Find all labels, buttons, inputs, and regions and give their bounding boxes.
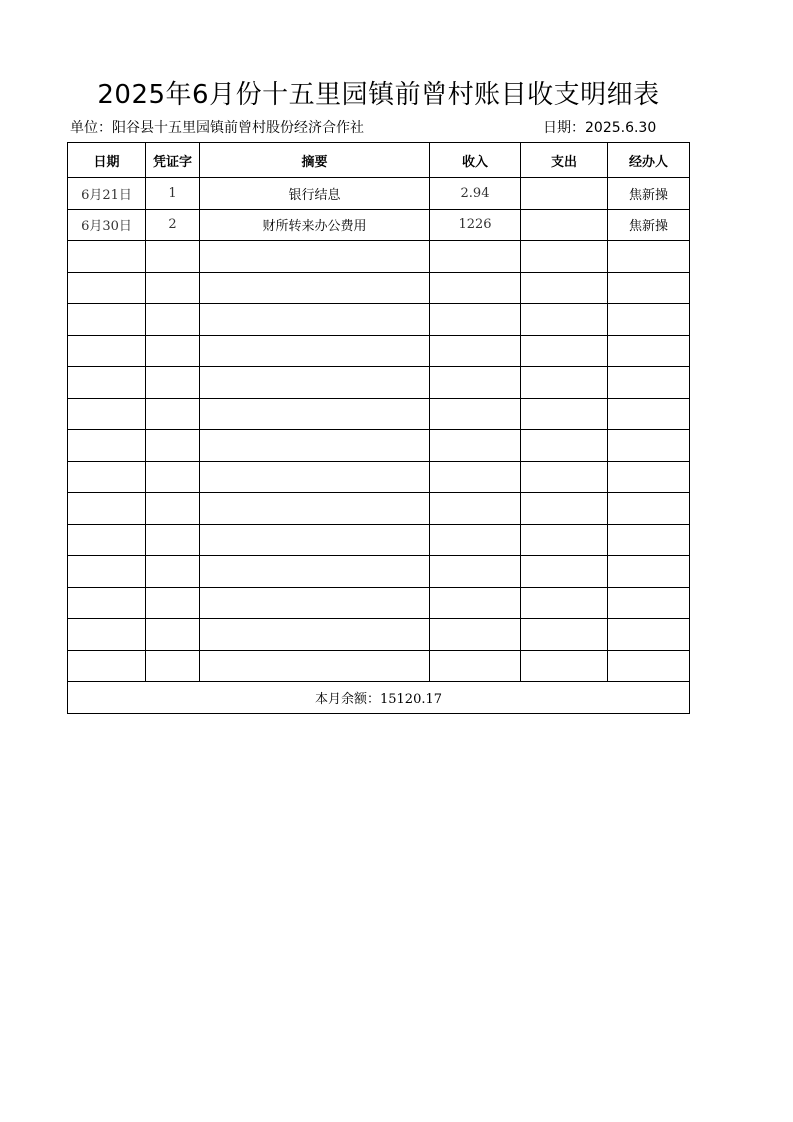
cell-voucher: 2 [146,209,200,241]
cell-date [68,241,146,273]
cell-voucher [146,493,200,525]
cell-handler [608,304,690,336]
table-row [68,335,690,367]
table-row [68,493,690,525]
table-row [68,209,690,241]
cell-voucher [146,650,200,682]
unit-label: 单位：阳谷县十五里园镇前曾村股份经济合作社 [70,120,364,136]
table-row [68,241,690,273]
cell-voucher: 1 [146,178,200,210]
cell-summary [200,304,430,336]
cell-date [68,524,146,556]
cell-handler [608,241,690,273]
cell-summary [200,524,430,556]
cell-handler: 焦新操 [608,178,690,210]
cell-expense [521,493,608,525]
cell-date [68,304,146,336]
cell-expense [521,304,608,336]
table-row [68,398,690,430]
cell-summary [200,367,430,399]
cell-income [430,619,521,651]
cell-income [430,241,521,273]
table-row [68,619,690,651]
cell-date [68,398,146,430]
cell-date [68,367,146,399]
table-row [68,461,690,493]
cell-expense [521,335,608,367]
ledger-table [67,142,690,714]
cell-summary [200,398,430,430]
cell-summary: 银行结息 [200,178,430,210]
cell-voucher [146,619,200,651]
cell-expense [521,272,608,304]
cell-handler [608,556,690,588]
cell-expense [521,650,608,682]
cell-handler [608,272,690,304]
table-row [68,556,690,588]
cell-handler [608,367,690,399]
cell-handler [608,650,690,682]
cell-date: 6月21日 [68,178,146,210]
cell-voucher [146,430,200,462]
cell-voucher [146,335,200,367]
cell-income [430,587,521,619]
cell-income [430,430,521,462]
cell-summary [200,241,430,273]
header-date: 日期 [68,143,146,178]
header-handler: 经办人 [608,143,690,178]
cell-summary: 财所转来办公费用 [200,209,430,241]
header-expense: 支出 [521,143,608,178]
cell-voucher [146,524,200,556]
cell-income [430,367,521,399]
cell-expense [521,556,608,588]
cell-summary [200,272,430,304]
table-row [68,650,690,682]
cell-summary [200,556,430,588]
table-row [68,367,690,399]
cell-date [68,335,146,367]
cell-handler [608,587,690,619]
monthly-balance: 本月余额：15120.17 [68,682,690,714]
cell-date [68,461,146,493]
cell-handler [608,524,690,556]
cell-income: 1226 [430,209,521,241]
cell-handler [608,430,690,462]
header-voucher: 凭证字 [146,143,200,178]
table-row [68,587,690,619]
cell-expense [521,430,608,462]
cell-handler: 焦新操 [608,209,690,241]
header-income: 收入 [430,143,521,178]
cell-income [430,304,521,336]
cell-voucher [146,367,200,399]
cell-date [68,587,146,619]
cell-voucher [146,461,200,493]
cell-voucher [146,272,200,304]
date-label: 日期：2025.6.30 [543,120,657,136]
cell-expense [521,178,608,210]
cell-date [68,619,146,651]
cell-summary [200,619,430,651]
cell-income [430,398,521,430]
cell-income [430,556,521,588]
table-row [68,304,690,336]
cell-expense [521,367,608,399]
cell-expense [521,398,608,430]
cell-income [430,650,521,682]
cell-handler [608,335,690,367]
table-row [68,524,690,556]
cell-income [430,461,521,493]
cell-expense [521,461,608,493]
cell-voucher [146,587,200,619]
cell-handler [608,619,690,651]
cell-income [430,335,521,367]
footer-row [68,682,690,714]
cell-summary [200,587,430,619]
cell-handler [608,461,690,493]
cell-voucher [146,398,200,430]
table-row [68,178,690,210]
cell-summary [200,335,430,367]
cell-date [68,556,146,588]
cell-expense [521,619,608,651]
cell-expense [521,524,608,556]
cell-date [68,493,146,525]
cell-summary [200,493,430,525]
cell-handler [608,493,690,525]
cell-voucher [146,556,200,588]
cell-expense [521,241,608,273]
table-row [68,430,690,462]
cell-voucher [146,241,200,273]
cell-income: 2.94 [430,178,521,210]
cell-expense [521,209,608,241]
cell-date [68,272,146,304]
cell-income [430,272,521,304]
cell-expense [521,587,608,619]
header-row [68,143,690,178]
cell-income [430,493,521,525]
cell-date [68,650,146,682]
cell-summary [200,650,430,682]
cell-summary [200,461,430,493]
cell-voucher [146,304,200,336]
cell-handler [608,398,690,430]
cell-summary [200,430,430,462]
cell-income [430,524,521,556]
cell-date [68,430,146,462]
cell-date: 6月30日 [68,209,146,241]
page-title: 2025年6月份十五里园镇前曾村账目收支明细表 [97,80,660,110]
table-row [68,272,690,304]
header-summary: 摘要 [200,143,430,178]
